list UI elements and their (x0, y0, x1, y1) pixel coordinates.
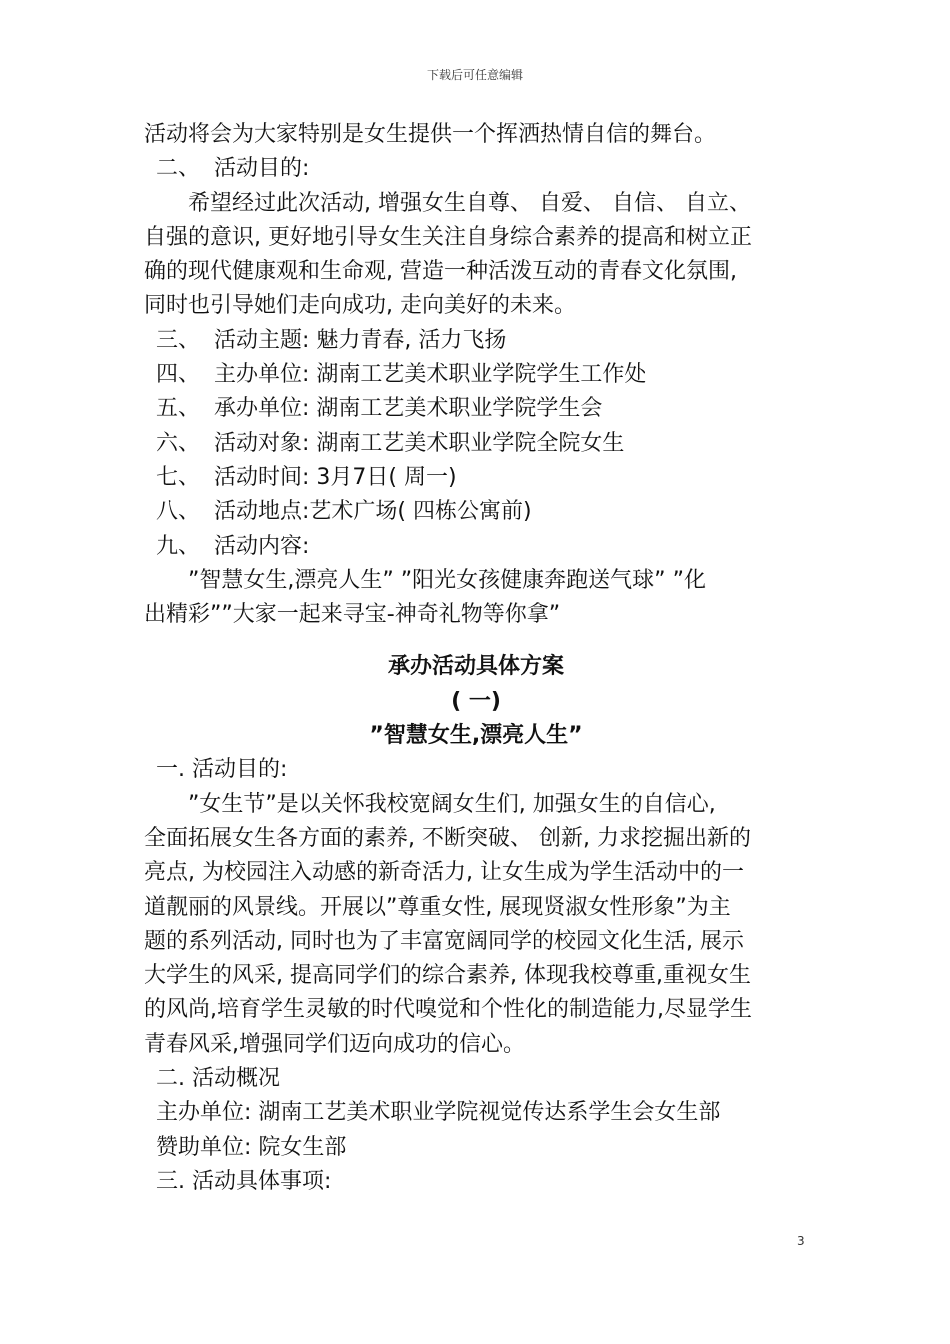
item-number: 七、 (156, 464, 201, 490)
plan-section-purpose: 一. 活动目的: (156, 757, 288, 783)
item-number: 八、 (156, 499, 201, 525)
paragraph-line: 青春风采,增强同学们迈向成功的信心。 (144, 1031, 525, 1057)
paragraph-line: 全面拓展女生各方面的素养, 不断突破、 创新, 力求挖掘出新的 (144, 825, 751, 851)
plan-section-details: 三. 活动具体事项: (156, 1168, 332, 1194)
plan-title: 承办活动具体方案 (387, 654, 564, 680)
intro-line: 活动将会为大家特别是女生提供一个挥洒热情自信的舞台。 (144, 122, 717, 147)
paragraph-line: ”女生节”是以关怀我校宽阔女生们, 加强女生的自信心, (188, 791, 716, 817)
section-number: 二、 (156, 156, 201, 182)
item-text: 活动时间: 3月7日( 周一) (214, 464, 457, 490)
paragraph-line: 同时也引导她们走向成功, 走向美好的未来。 (144, 293, 576, 319)
item-number: 四、 (156, 362, 201, 388)
list-item-organizer (144, 392, 808, 426)
plan-subtitle-2: ”智慧女生,漂亮人生” (369, 723, 583, 749)
page-number: 3 (797, 1234, 805, 1248)
paragraph-line: 希望经过此次活动, 增强女生自尊、 自爱、 自信、 自立、 (188, 190, 751, 216)
paragraph-line: 道靓丽的风景线。开展以”尊重女性, 展现贤淑女性形象”为主 (144, 894, 731, 920)
plan-host: 主办单位: 湖南工艺美术职业学院视觉传达系学生会女生部 (156, 1100, 721, 1126)
list-item-host (144, 358, 808, 392)
item-text: 活动主题: 魅力青春, 活力飞扬 (214, 327, 507, 353)
plan-sponsor: 赞助单位: 院女生部 (156, 1134, 347, 1160)
list-item-audience (144, 427, 808, 461)
list-item-time (144, 461, 808, 495)
content-line: 出精彩””大家一起来寻宝-神奇礼物等你拿” (144, 602, 561, 628)
list-item-location (144, 495, 808, 529)
paragraph-line: 确的现代健康观和生命观, 营造一种活泼互动的青春文化氛围, (144, 259, 737, 285)
section-heading-purpose (144, 152, 808, 186)
item-text: 承办单位: 湖南工艺美术职业学院学生会 (214, 396, 603, 422)
plan-section-overview: 二. 活动概况 (156, 1066, 280, 1092)
item-number: 六、 (156, 430, 201, 456)
page-header: 下载后可任意编辑 (426, 68, 523, 82)
item-text: 活动对象: 湖南工艺美术职业学院全院女生 (214, 430, 625, 456)
paragraph-line: 亮点, 为校园注入动感的新奇活力, 让女生成为学生活动中的一 (144, 860, 744, 886)
item-number: 九、 (156, 533, 201, 559)
paragraph-line: 的风尚,培育学生灵敏的时代嗅觉和个性化的制造能力,尽显学生 (144, 997, 752, 1023)
item-number: 三、 (156, 327, 201, 353)
list-item-content (144, 530, 808, 564)
plan-subtitle: ( 一) (451, 688, 501, 714)
item-text: 活动地点:艺术广场( 四栋公寓前) (214, 499, 532, 525)
item-number: 五、 (156, 396, 201, 422)
paragraph-line: 大学生的风采, 提高同学们的综合素养, 体现我校尊重,重视女生 (144, 963, 751, 989)
paragraph-line: 自强的意识, 更好地引导女生关注自身综合素养的提高和树立正 (144, 224, 752, 250)
content-line: ”智慧女生,漂亮人生” ”阳光女孩健康奔跑送气球” ”化 (188, 567, 706, 593)
spacer (144, 632, 808, 650)
item-text: 活动内容: (214, 533, 310, 559)
list-item-theme (144, 324, 808, 358)
item-text: 主办单位: 湖南工艺美术职业学院学生工作处 (214, 362, 647, 388)
section-label: 活动目的: (214, 156, 310, 182)
paragraph-line: 题的系列活动, 同时也为了丰富宽阔同学的校园文化生活, 展示 (144, 928, 744, 954)
document-body (144, 118, 808, 1199)
